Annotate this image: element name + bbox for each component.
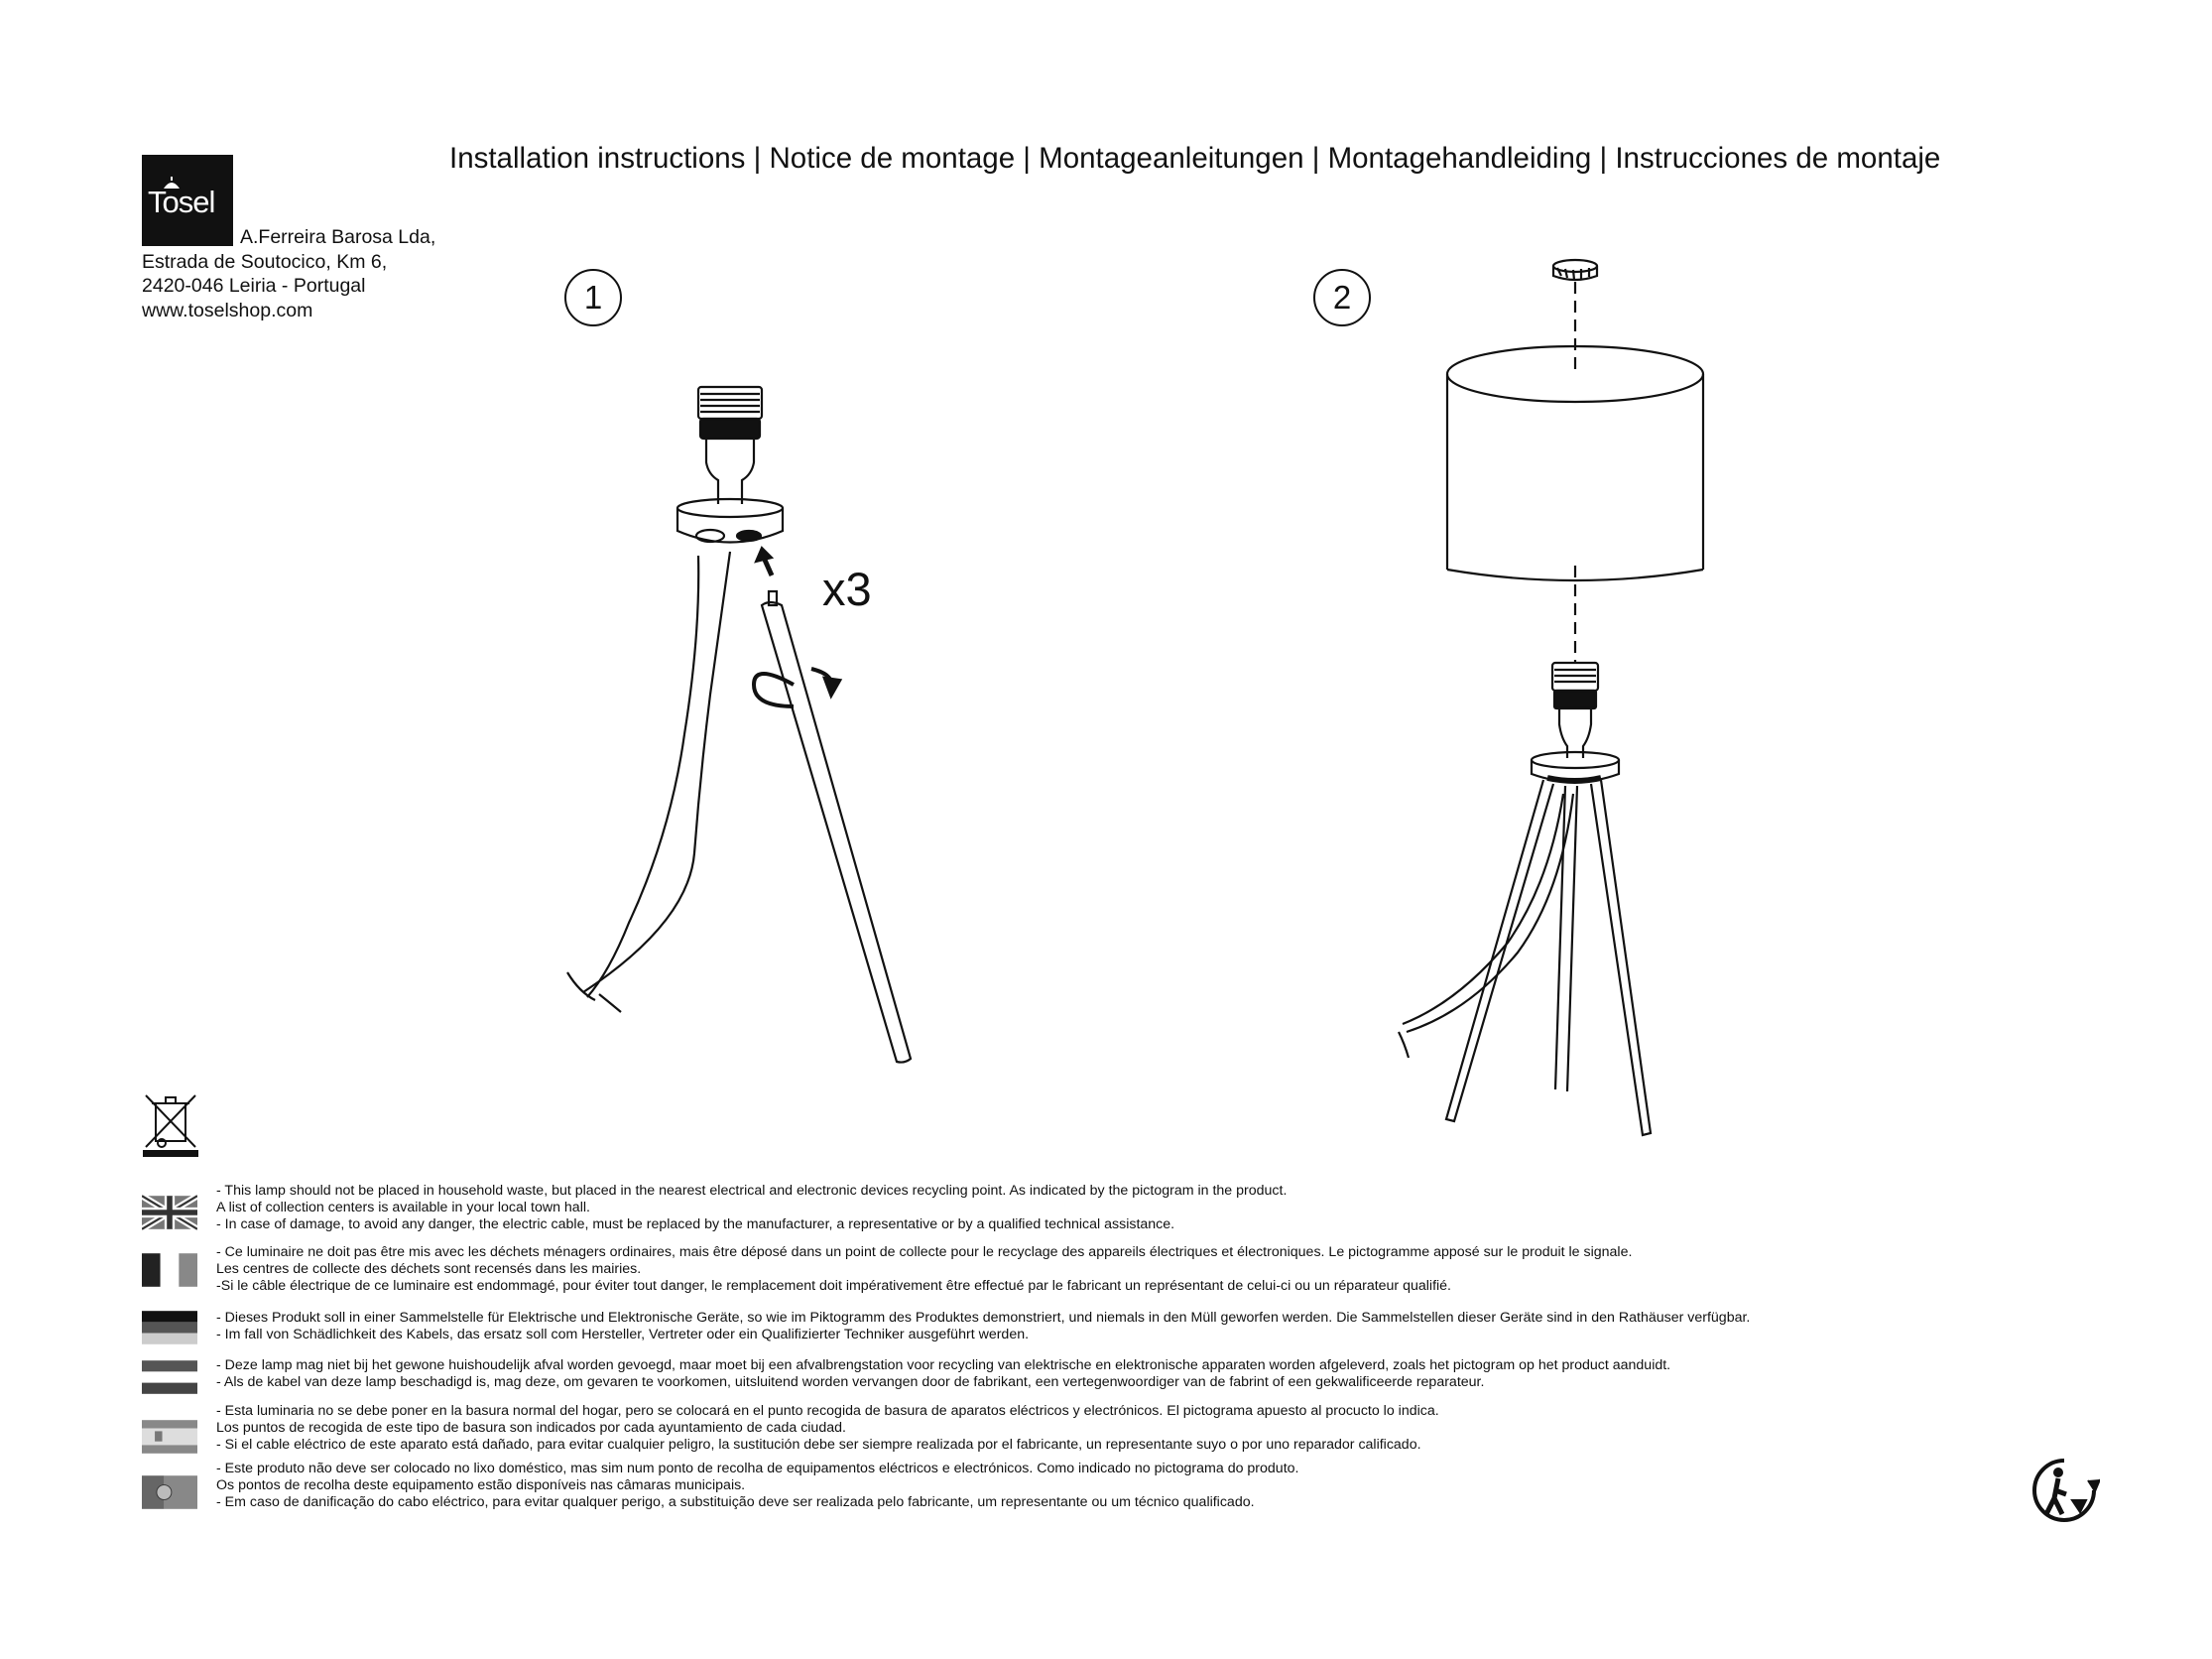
notice-line: Los puntos de recogida de este tipo de basura son indicados por cada ayuntamiento de cada ciudad. (216, 1420, 846, 1437)
portugal-flag-icon (142, 1474, 197, 1510)
notice-line: -Si le câble électrique de ce luminaire est endommagé, pour éviter tout danger, le remplacement doit impérativement être effectué par le fabricant un représentant de celui-ci ou un réparateur qualifié. (216, 1278, 1451, 1295)
lamp-socket-icon (1552, 663, 1598, 758)
notice-line: - Em caso de danificação do cabo eléctrico, para evitar qualquer perigo, a substituição deve ser realizada pelo fabricante, um representante ou um técnico qualificado. (216, 1494, 1255, 1511)
notice-line: Les centres de collecte des déchets sont recensés dans les mairies. (216, 1261, 642, 1278)
notice-line: - Esta luminaria no se debe poner en la basura normal del hogar, pero se colocará en el punto recogida de basura de aparatos eléctricos y electrónicos. El pictograma apuesto al procucto lo indica. (216, 1403, 1439, 1419)
notice-line: - Si el cable eléctrico de este aparato está dañado, para evitar cualquier peligro, la sustitución debe ser siempre realizada por el fabricante, un representante suyo o por uno reparador calificado. (216, 1437, 1421, 1454)
company-city: 2420-046 Leiria - Portugal (142, 275, 366, 297)
company-name: A.Ferreira Barosa Lda, (240, 226, 436, 248)
step-1-number: 1 (564, 269, 622, 326)
notice-line: - Ce luminaire ne doit pas être mis avec les déchets ménagers ordinaires, mais être déposé dans un point de collecte pour le recyclage des appareils électriques et électroniques. Le pictogramme apposé sur le produit le signale. (216, 1244, 1633, 1260)
ring-nut-icon (1553, 260, 1597, 280)
notice-line: A list of collection centers is available in your local town hall. (216, 1200, 590, 1216)
notice-line: - Este produto não deve ser colocado no lixo doméstico, mas sim num ponto de recolha de equipamentos eléctricos e electrónicos. Como indicado no pictograma do produto. (216, 1461, 1299, 1476)
notice-line: - Deze lamp mag niet bij het gewone huishoudelijk afval worden gevoegd, maar moet bij een afvalbrengstation voor recycling van elektrische en elektronische apparaten worden afgeleverd, zoals het pictogram op het product aanduidt. (216, 1357, 1671, 1373)
lamp-shade-icon (1447, 346, 1703, 580)
germany-flag-icon (142, 1310, 197, 1345)
tripod-head-icon (1532, 752, 1619, 782)
notice-line: - Im fall von Schädlichkeit des Kabels, das ersatz soll com Hersteller, Vertreter oder ein Qualifizierter Techniker ausgeführt werden. (216, 1327, 1030, 1343)
notice-line: - In case of damage, to avoid any danger, the electric cable, must be replaced by the manufacturer, a representative or by a qualified technical assistance. (216, 1216, 1175, 1233)
spain-flag-icon (142, 1419, 197, 1455)
brand-name: Tosel (148, 185, 215, 219)
notice-line: - Dieses Produkt soll in einer Sammelstelle für Elektrische und Elektronische Geräte, so wie im Piktogramm des Produktes demonstriert, und niemals in den Müll geworfen werden. Die Sammelstellen dieser Geräte sind in den Rathäuser verfügbar. (216, 1310, 1751, 1326)
uk-flag-icon (142, 1195, 197, 1230)
netherlands-flag-icon (142, 1359, 197, 1395)
tripod-legs-icon (1446, 780, 1651, 1135)
quantity-label: x3 (822, 563, 872, 615)
france-flag-icon (142, 1252, 197, 1288)
company-street: Estrada de Soutocico, Km 6, (142, 250, 388, 273)
page-title: Installation instructions | Notice de montage | Montageanleitungen | Montagehandleiding | Instrucciones de montaje (449, 142, 1941, 175)
crossed-out-bin-icon (142, 1093, 201, 1157)
recycle-person-icon (2028, 1455, 2100, 1526)
notice-line: - This lamp should not be placed in household waste, but placed in the nearest electrical and electronic devices recycling point. As indicated by the pictogram in the product. (216, 1183, 1288, 1199)
notice-line: - Als de kabel van deze lamp beschadigd is, mag deze, om gevaren te voorkomen, uitsluitend worden vervangen door de fabrikant, een vertegenwoordiger van de fabrint of een gekwalificeerde reparateur. (216, 1374, 1485, 1391)
notice-line: Os pontos de recolha deste equipamento estão disponíveis nas câmaras municipais. (216, 1477, 746, 1494)
step-2-number: 2 (1313, 269, 1371, 326)
company-website[interactable]: www.toselshop.com (142, 299, 313, 321)
